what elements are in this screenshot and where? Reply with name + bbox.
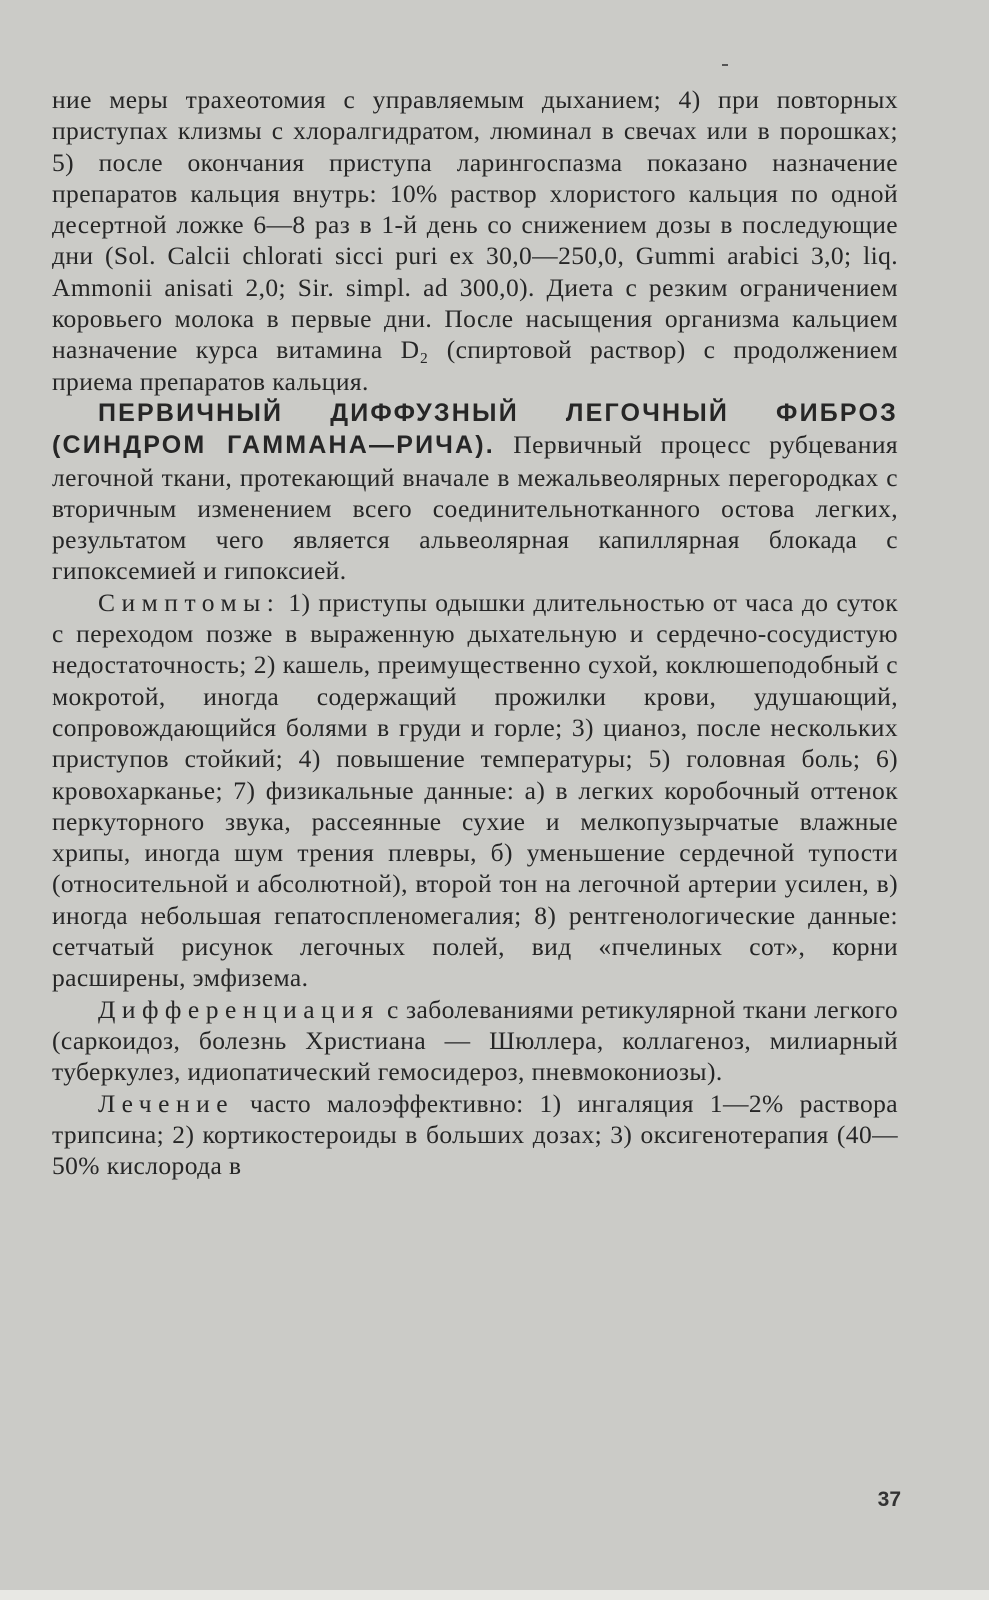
symptoms-label: Симптомы:: [98, 587, 281, 617]
print-speck: [722, 64, 728, 66]
paragraph-continuation: ние меры трахеотомия с управляемым дыханием; 4) при повторных приступах клизмы с хлоралгидратом, люминал в свечах или в порошках; 5) после окончания приступа ларингоспазма показано назначение препаратов кальция внутрь: 10% раствор хлористого кальция по одной десертной ложке 6—8 раз в 1-й день со снижением дозы в последующие дни (Sol. Calcii chlorati sicci puri ex 30,0—250,0, Gummi arabici 3,0; liq. Ammonii anisati 2,0; Sir. simpl. ad 300,0). Диета с резким ограничением коровьего молока в первые дни. После насыщения организма кальцием назначение курса витамина D₂ (спиртовой раствор) с продолжением приема препаратов кальция.: [52, 85, 898, 396]
section-heading: ПЕРВИЧНЫЙ ДИФФУЗНЫЙ ЛЕГОЧНЫЙ ФИБРОЗ (СИНДРОМ ГАММАНА—РИЧА).: [52, 398, 898, 460]
paragraph-differentiation: [52, 994, 898, 1088]
paragraph-symptoms: [52, 587, 898, 994]
symptoms-text: 1) приступы одышки длительностью от часа до суток с переходом позже в выраженную дыхательную и сердечно-сосудистую недостаточность; 2) кашель, преимущественно сухой, коклюшеподобный с мокротой, иногда содержащий прожилки крови, удушающий, сопровождающийся болями в груди и горле; 3) цианоз, после нескольких приступов стойкий; 4) повышение температуры; 5) головная боль; 6) кровохарканье; 7) физикальные данные: а) в легких коробочный оттенок перкуторного звука, рассеянные сухие и мелкопузырчатые влажные хрипы, иногда шум трения плевры, б) уменьшение сердечной тупости (относительной и абсолютной), второй тон на легочной артерии усилен, в) иногда небольшая гепатоспленомегалия; 8) рентгенологические данные: сетчатый рисунок легочных полей, вид «пчелиных сот», корни расширены, эмфизема.: [52, 587, 898, 993]
treatment-label: Лечение: [98, 1088, 235, 1118]
page-number: 37: [877, 1488, 901, 1511]
page-bottom-edge: [0, 1590, 989, 1600]
paragraph-fibrosis: [52, 397, 898, 587]
treatment-text: часто малоэффективно: 1) ингаляция 1—2% раствора трипсина; 2) кортикостероиды в больших дозах; 3) оксигенотерапия (40—50% кислорода в: [52, 1088, 898, 1181]
differentiation-label: Дифференциация: [98, 994, 380, 1024]
paragraph-treatment: [52, 1088, 898, 1182]
differentiation-text: с заболеваниями ретикулярной ткани легкого (саркоидоз, болезнь Христиана — Шюллера, коллагеноз, милиарный туберкулез, идиопатический гемосидероз, пневмокониозы).: [52, 994, 898, 1087]
page-text: [52, 84, 898, 1181]
section-definition: Первичный процесс рубцевания легочной ткани, протекающий вначале в межальвеолярных перегородках с вторичным изменением всего соединительнотканного остова легких, результатом чего является альвеолярная капиллярная блокада с гипоксемией и гипоксией.: [52, 430, 899, 586]
